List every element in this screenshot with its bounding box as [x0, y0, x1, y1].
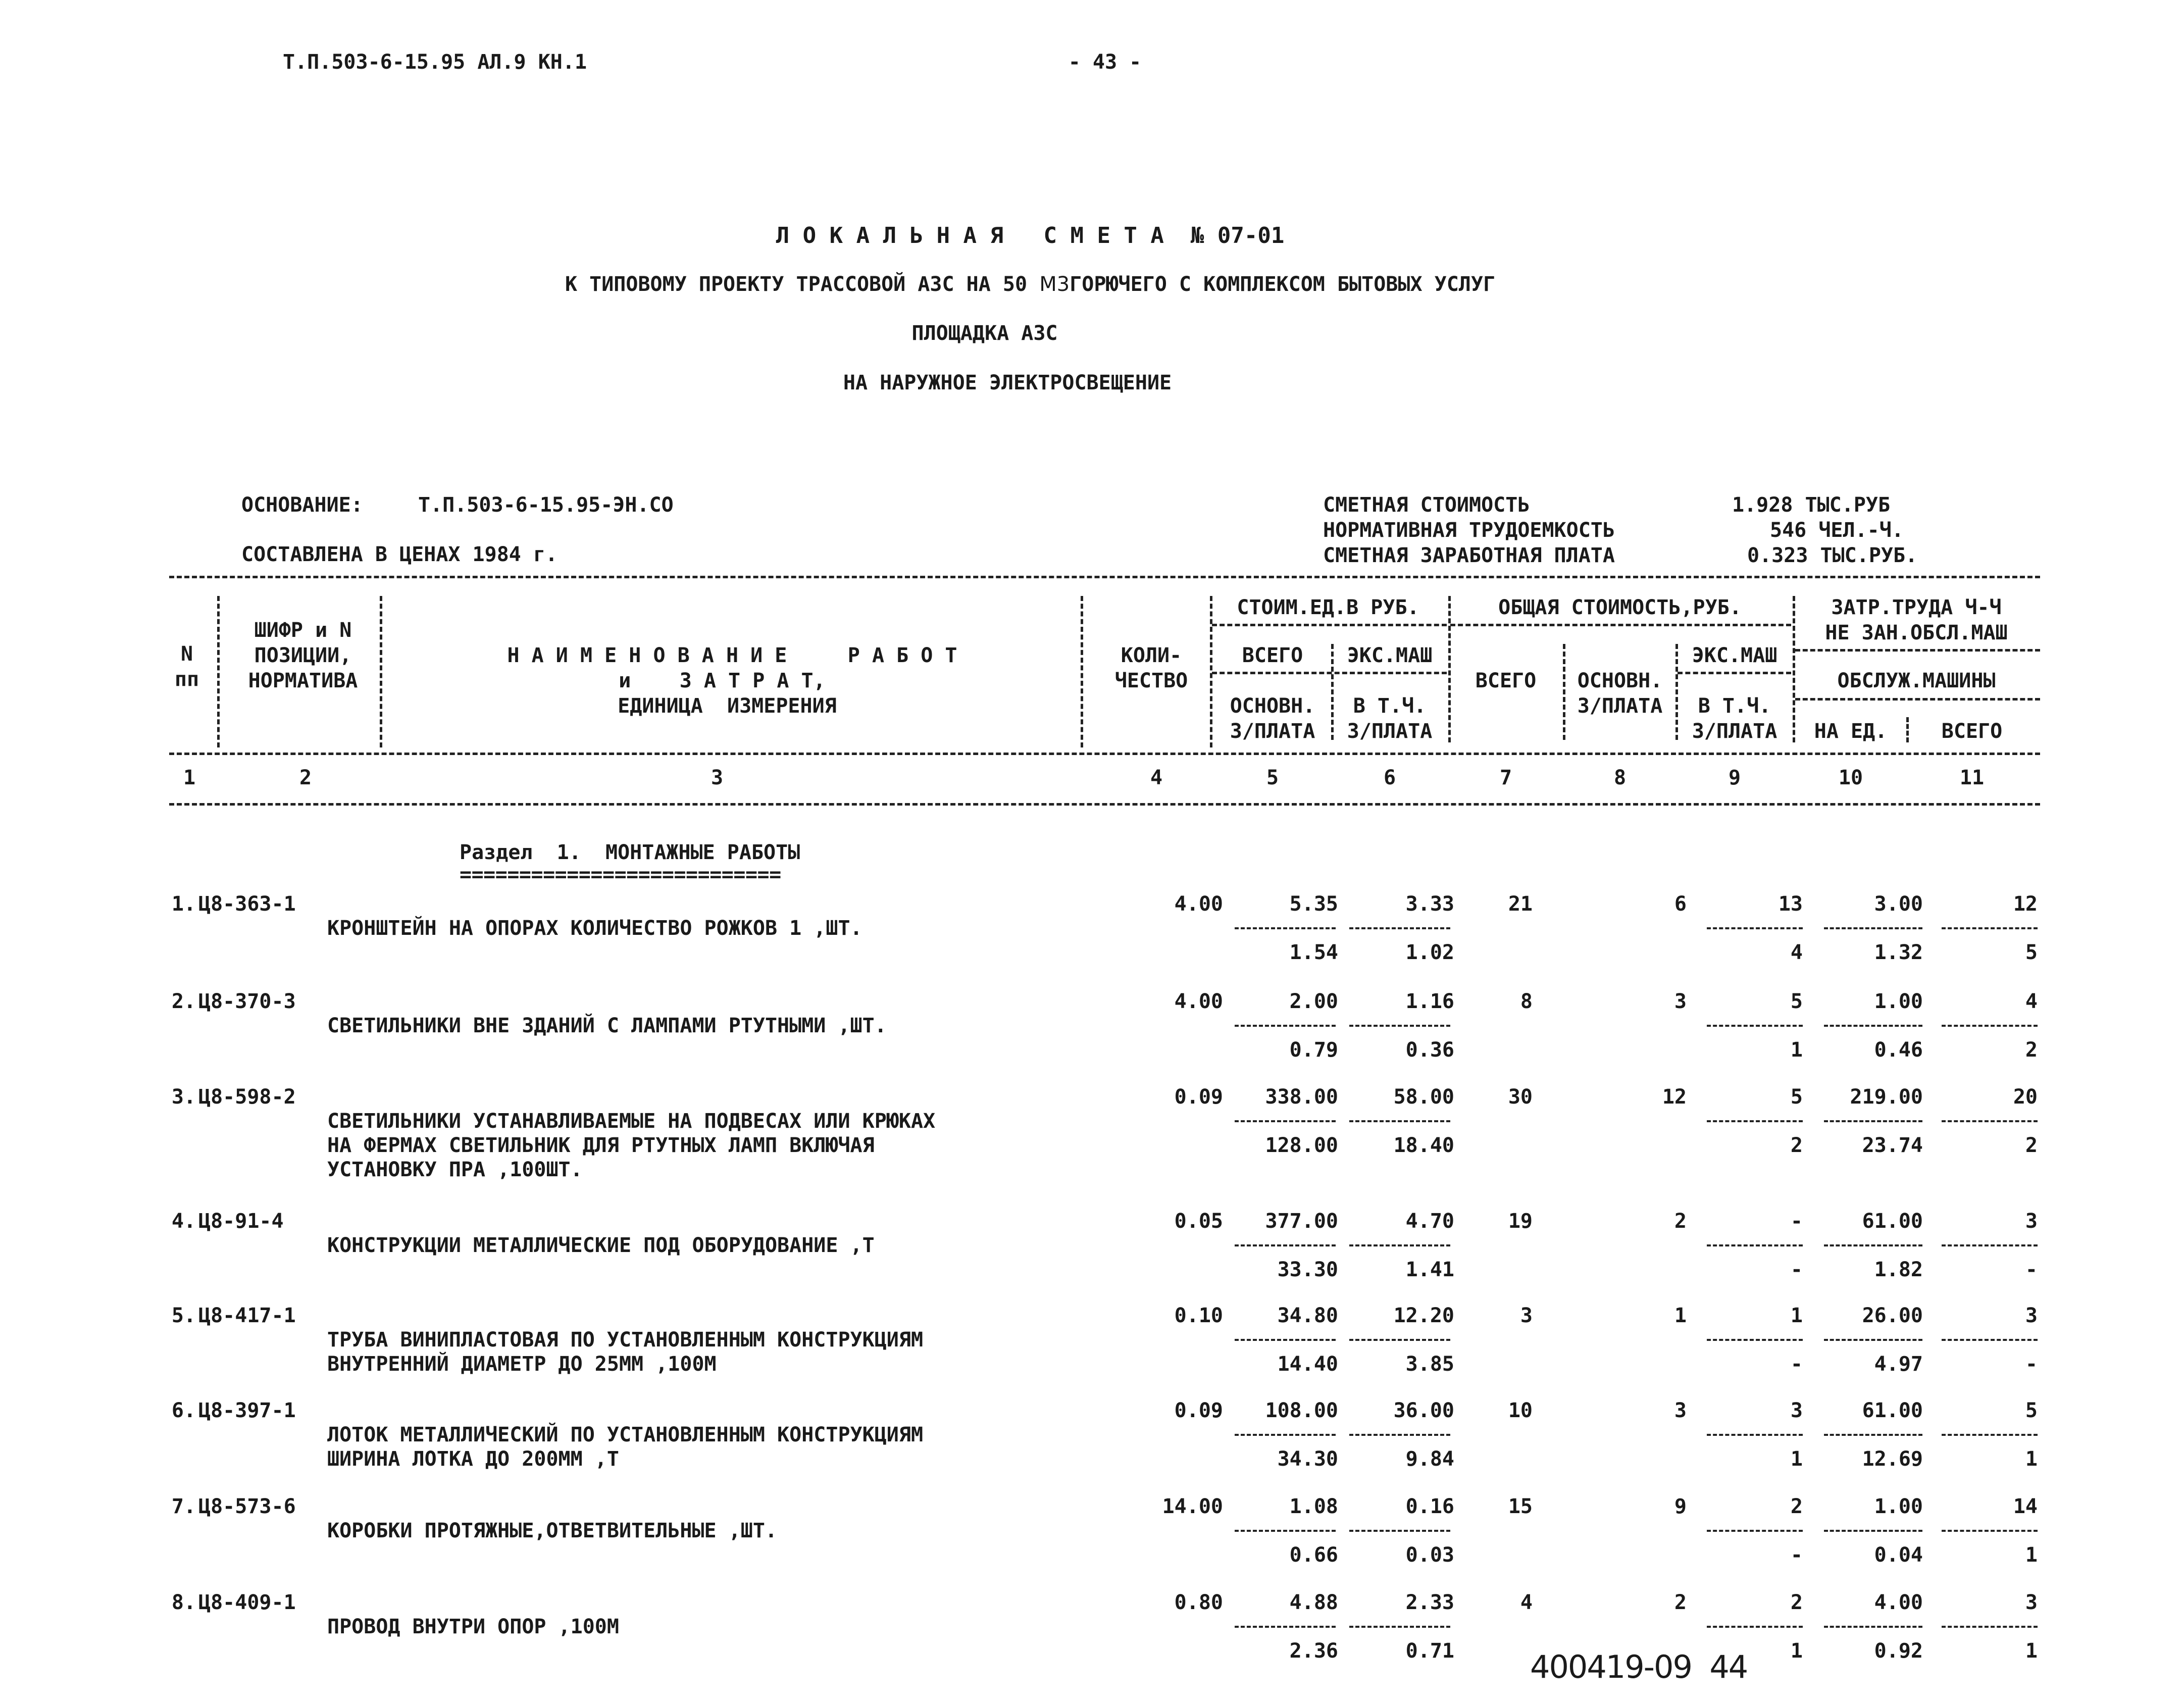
row-total-base: 12 [1662, 1085, 1687, 1109]
row-total-base: 2 [1674, 1210, 1687, 1233]
row-total-machine-wage: 1 [1790, 1038, 1803, 1062]
row-code: Ц8-91-4 [198, 1210, 284, 1233]
row-total-base: 3 [1674, 1399, 1687, 1422]
column-number: 8 [1613, 766, 1627, 789]
row-name: НА ФЕРМАХ СВЕТИЛЬНИК ДЛЯ РТУТНЫХ ЛАМП ВКЛЮЧАЯ [327, 1134, 875, 1157]
row-labor-machine-total: - [2025, 1258, 2038, 1281]
row-labor-per-unit: 1.00 [1874, 990, 1923, 1013]
header-unit-machine: ЭКС.МАШ [1347, 644, 1433, 667]
header-labor-machine: ОБСЛУЖ.МАШИНЫ [1837, 669, 1996, 692]
row-total-base: 1 [1674, 1304, 1687, 1327]
cell-divider [1824, 1434, 1922, 1436]
row-unit-wage: 2.36 [1289, 1639, 1338, 1663]
cell-divider [1824, 1025, 1922, 1027]
row-unit-machine-wage: 0.03 [1405, 1543, 1454, 1567]
row-total-machine-wage: 2 [1790, 1134, 1803, 1157]
column-number: 3 [710, 766, 724, 789]
cell-divider [1707, 1120, 1803, 1122]
row-labor-total: 12 [2013, 892, 2038, 916]
header-code: ПОЗИЦИИ, [254, 644, 352, 667]
row-total: 15 [1508, 1495, 1533, 1518]
row-total: 10 [1508, 1399, 1533, 1422]
cell-divider [1707, 1434, 1803, 1436]
cell-divider [1707, 1530, 1803, 1532]
row-total-machine: 13 [1778, 892, 1803, 916]
header-qty: КОЛИ- [1121, 644, 1182, 667]
cell-divider [1942, 1339, 2038, 1341]
header-rule [1212, 672, 1447, 674]
cell-divider [1235, 1339, 1336, 1341]
row-labor-total: 3 [2025, 1210, 2038, 1233]
row-total-machine-wage: 4 [1790, 941, 1803, 964]
col-separator [217, 596, 220, 747]
row-code: Ц8-417-1 [198, 1304, 296, 1327]
col-separator [1675, 644, 1678, 740]
row-labor-machine-total: 2 [2025, 1038, 2038, 1062]
col-separator [1793, 596, 1795, 742]
row-total-machine-wage: - [1790, 1258, 1803, 1281]
row-unit-machine-wage: 1.41 [1405, 1258, 1454, 1281]
header-code: НОРМАТИВА [248, 669, 358, 692]
row-unit-machine: 3.33 [1405, 892, 1454, 916]
row-number: 4. [171, 1210, 196, 1233]
header-rule [1212, 624, 1447, 626]
row-unit-wage: 14.40 [1277, 1353, 1338, 1376]
wage-value: 0.323 ТЫС.РУБ. [1747, 544, 1918, 567]
header-rule [1450, 624, 1791, 626]
row-labor-per-unit: 4.00 [1874, 1591, 1923, 1614]
row-labor-machine-total: 5 [2025, 941, 2038, 964]
header-total-wage2: З/ПЛАТА [1692, 720, 1777, 743]
labor-label: НОРМАТИВНАЯ ТРУДОЕМКОСТЬ [1323, 519, 1615, 542]
row-labor-per-unit: 61.00 [1862, 1210, 1923, 1233]
labor-value: 546 ЧЕЛ.-Ч. [1770, 519, 1904, 542]
cell-divider [1942, 1025, 2038, 1027]
row-labor-machine-total: 1 [2025, 1543, 2038, 1567]
column-number: 11 [1959, 766, 1985, 789]
row-name: СВЕТИЛЬНИКИ УСТАНАВЛИВАЕМЫЕ НА ПОДВЕСАХ ИЛИ КРЮКАХ [327, 1110, 936, 1133]
column-number: 4 [1150, 766, 1163, 789]
header-rule [1795, 698, 2040, 701]
row-total-machine: 2 [1790, 1591, 1803, 1614]
row-total-base: 2 [1674, 1591, 1687, 1614]
column-number: 10 [1838, 766, 1863, 789]
cell-divider [1707, 1626, 1803, 1628]
cell-divider [1707, 1025, 1803, 1027]
prices-note: СОСТАВЛЕНА В ЦЕНАХ 1984 г. [241, 543, 558, 566]
row-labor-machine-total: 2 [2025, 1134, 2038, 1157]
row-code: Ц8-397-1 [198, 1399, 296, 1422]
header-total-cost: ОБЩАЯ СТОИМОСТЬ,РУБ. [1498, 596, 1742, 619]
header-labor: ЗАТР.ТРУДА Ч-Ч [1831, 596, 2002, 619]
row-unit-machine-wage: 18.40 [1393, 1134, 1454, 1157]
header-unit-cost: СТОИМ.ЕД.В РУБ. [1237, 596, 1419, 619]
header-labor-per-unit: НА ЕД. [1814, 720, 1888, 743]
row-unit-total: 377.00 [1265, 1210, 1338, 1233]
row-total: 4 [1520, 1591, 1533, 1614]
row-total-machine: 5 [1790, 1085, 1803, 1109]
column-number: 1 [183, 766, 196, 789]
cell-divider [1235, 1626, 1336, 1628]
column-number: 5 [1266, 766, 1279, 789]
cell-divider [1824, 1530, 1922, 1532]
row-total-base: 3 [1674, 990, 1687, 1013]
row-labor-total: 3 [2025, 1304, 2038, 1327]
row-unit-wage: 128.00 [1265, 1134, 1338, 1157]
row-total-machine: 1 [1790, 1304, 1803, 1327]
row-total: 30 [1508, 1085, 1533, 1109]
cell-divider [1349, 1025, 1450, 1027]
cell-divider [1707, 1339, 1803, 1341]
row-labor-per-unit: 26.00 [1862, 1304, 1923, 1327]
row-labor-machine-total: 1 [2025, 1639, 2038, 1663]
row-labor-machine-per-unit: 23.74 [1862, 1134, 1923, 1157]
col-separator [1331, 644, 1334, 740]
cell-divider [1235, 1244, 1336, 1246]
cell-divider [1235, 1120, 1336, 1122]
cell-divider [1349, 1244, 1450, 1246]
site-name: ПЛОЩАДКА АЗС [911, 322, 1058, 345]
cell-divider [1349, 1626, 1450, 1628]
doc-reference: Т.П.503-6-15.95 АЛ.9 КН.1 [283, 51, 587, 74]
row-labor-total: 20 [2013, 1085, 2038, 1109]
row-labor-machine-per-unit: 1.32 [1874, 941, 1923, 964]
document-title: Л О К А Л Ь Н А Я С М Е Т А № 07-01 [776, 223, 1285, 248]
row-number: 1. [171, 892, 196, 916]
row-total-machine-wage: - [1790, 1353, 1803, 1376]
row-labor-total: 4 [2025, 990, 2038, 1013]
row-total-base: 6 [1674, 892, 1687, 916]
header-total-machine: ЭКС.МАШ [1692, 644, 1777, 667]
row-number: 5. [171, 1304, 196, 1327]
cell-divider [1235, 1025, 1336, 1027]
basis-value: Т.П.503-6-15.95-ЭН.СО [418, 493, 674, 517]
header-top-rule [169, 576, 2040, 578]
column-number: 2 [299, 766, 312, 789]
header-num: N [180, 642, 193, 666]
col-separator [1081, 596, 1083, 747]
column-number: 7 [1499, 766, 1512, 789]
row-total: 8 [1520, 990, 1533, 1013]
row-unit-machine: 12.20 [1393, 1304, 1454, 1327]
row-total-machine-wage: 1 [1790, 1639, 1803, 1663]
row-number: 7. [171, 1495, 196, 1518]
subtitle-part-1: К ТИПОВОМУ ПРОЕКТУ ТРАССОВОЙ АЗС НА 50 [565, 273, 1028, 296]
cell-divider [1349, 1434, 1450, 1436]
cell-divider [1349, 927, 1450, 929]
header-unit-base: ОСНОВН. [1230, 694, 1315, 718]
header-unit-total: ВСЕГО [1242, 644, 1303, 667]
row-unit-machine: 2.33 [1405, 1591, 1454, 1614]
row-unit-wage: 33.30 [1277, 1258, 1338, 1281]
row-unit-machine: 0.16 [1405, 1495, 1454, 1518]
row-name: СВЕТИЛЬНИКИ ВНЕ ЗДАНИЙ С ЛАМПАМИ РТУТНЫМИ ,ШТ. [327, 1014, 887, 1037]
row-labor-per-unit: 1.00 [1874, 1495, 1923, 1518]
header-name: и З А Т Р А Т, [619, 669, 826, 692]
row-quantity: 14.00 [1162, 1495, 1223, 1518]
row-unit-wage: 1.54 [1289, 941, 1338, 964]
row-total-machine: 2 [1790, 1495, 1803, 1518]
row-unit-total: 4.88 [1289, 1591, 1338, 1614]
row-quantity: 4.00 [1174, 892, 1223, 916]
cell-divider [1349, 1530, 1450, 1532]
row-unit-machine-wage: 3.85 [1405, 1353, 1454, 1376]
cell-divider [1942, 1530, 2038, 1532]
row-total-machine: 3 [1790, 1399, 1803, 1422]
wage-label: СМЕТНАЯ ЗАРАБОТНАЯ ПЛАТА [1323, 544, 1615, 567]
row-number: 6. [171, 1399, 196, 1422]
column-number: 9 [1728, 766, 1741, 789]
header-qty: ЧЕСТВО [1114, 669, 1188, 692]
section-title: Раздел 1. МОНТАЖНЫЕ РАБОТЫ [460, 841, 800, 864]
column-number: 6 [1383, 766, 1396, 789]
row-quantity: 4.00 [1174, 990, 1223, 1013]
row-unit-total: 108.00 [1265, 1399, 1338, 1422]
header-rule [1678, 672, 1791, 674]
row-code: Ц8-598-2 [198, 1085, 296, 1109]
row-unit-machine: 4.70 [1405, 1210, 1454, 1233]
row-total-machine-wage: - [1790, 1543, 1803, 1567]
row-unit-machine: 1.16 [1405, 990, 1454, 1013]
row-code: Ц8-370-3 [198, 990, 296, 1013]
row-name: ПРОВОД ВНУТРИ ОПОР ,100М [327, 1615, 619, 1638]
row-number: 8. [171, 1591, 196, 1614]
row-total: 21 [1508, 892, 1533, 916]
cell-divider [1942, 1120, 2038, 1122]
cell-divider [1235, 1530, 1336, 1532]
row-total-machine-wage: 1 [1790, 1447, 1803, 1471]
row-unit-machine-wage: 1.02 [1405, 941, 1454, 964]
col-separator [1563, 644, 1565, 740]
row-unit-machine: 36.00 [1393, 1399, 1454, 1422]
cell-divider [1824, 1339, 1922, 1341]
header-labor-total: ВСЕГО [1941, 720, 2003, 743]
row-code: Ц8-573-6 [198, 1495, 296, 1518]
header-mid-rule [169, 753, 2040, 755]
header-total-all: ВСЕГО [1475, 669, 1537, 692]
row-labor-machine-per-unit: 0.92 [1874, 1639, 1923, 1663]
row-quantity: 0.09 [1174, 1399, 1223, 1422]
row-unit-wage: 34.30 [1277, 1447, 1338, 1471]
row-total-base: 9 [1674, 1495, 1687, 1518]
row-total: 3 [1520, 1304, 1533, 1327]
cell-divider [1824, 1120, 1922, 1122]
header-total-wage: З/ПЛАТА [1577, 694, 1663, 718]
row-quantity: 0.05 [1174, 1210, 1223, 1233]
cell-divider [1942, 927, 2038, 929]
row-labor-machine-per-unit: 1.82 [1874, 1258, 1923, 1281]
row-unit-wage: 0.66 [1289, 1543, 1338, 1567]
header-name: ЕДИНИЦА ИЗМЕРЕНИЯ [618, 694, 837, 718]
cost-label: СМЕТНАЯ СТОИМОСТЬ [1323, 493, 1530, 517]
cell-divider [1235, 1434, 1336, 1436]
row-name: УСТАНОВКУ ПРА ,100ШТ. [327, 1158, 583, 1181]
row-name: КРОНШТЕЙН НА ОПОРАХ КОЛИЧЕСТВО РОЖКОВ 1 ,ШТ. [327, 917, 862, 940]
cell-divider [1942, 1244, 2038, 1246]
cell-divider [1824, 1626, 1922, 1628]
row-labor-machine-total: 1 [2025, 1447, 2038, 1471]
row-labor-machine-per-unit: 4.97 [1874, 1353, 1923, 1376]
row-total-machine: - [1790, 1210, 1803, 1233]
cell-divider [1942, 1434, 2038, 1436]
header-rule [1795, 649, 2040, 652]
handwritten-note: 400419-09 44 [1530, 1648, 1748, 1685]
page-number: - 43 - [1068, 51, 1142, 74]
row-name: КОНСТРУКЦИИ МЕТАЛЛИЧЕСКИЕ ПОД ОБОРУДОВАНИЕ ,Т [327, 1234, 875, 1257]
header-name: Н А И М Е Н О В А Н И Е Р А Б О Т [507, 644, 957, 667]
row-code: Ц8-363-1 [198, 892, 296, 916]
header-labor-sub: НЕ ЗАН.ОБСЛ.МАШ [1825, 621, 2008, 644]
work-type: НА НАРУЖНОЕ ЭЛЕКТРОСВЕЩЕНИЕ [843, 371, 1172, 394]
header-total-incl: В Т.Ч. [1698, 694, 1771, 718]
cell-divider [1707, 927, 1803, 929]
row-labor-machine-total: - [2025, 1353, 2038, 1376]
cell-divider [1349, 1339, 1450, 1341]
row-number: 3. [171, 1085, 196, 1109]
row-unit-total: 2.00 [1289, 990, 1338, 1013]
col-separator [1448, 596, 1451, 742]
row-name: ВНУТРЕННИЙ ДИАМЕТР ДО 25ММ ,100М [327, 1353, 717, 1376]
row-labor-per-unit: 3.00 [1874, 892, 1923, 916]
section-underline: =========================== [460, 863, 781, 886]
document-subtitle [565, 274, 1495, 294]
cost-value: 1.928 ТЫС.РУБ [1732, 493, 1891, 517]
subtitle-part-2: ГОРЮЧЕГО С КОМПЛЕКСОМ БЫТОВЫХ УСЛУГ [1070, 273, 1496, 296]
header-total-base: ОСНОВН. [1577, 669, 1663, 692]
row-total-machine: 5 [1790, 990, 1803, 1013]
cell-divider [1235, 927, 1336, 929]
row-total: 19 [1508, 1210, 1533, 1233]
header-num: пп [174, 668, 199, 691]
row-labor-machine-per-unit: 0.46 [1874, 1038, 1923, 1062]
row-labor-machine-per-unit: 0.04 [1874, 1543, 1923, 1567]
header-unit-wage: З/ПЛАТА [1230, 720, 1315, 743]
row-labor-machine-per-unit: 12.69 [1862, 1447, 1923, 1471]
row-labor-per-unit: 61.00 [1862, 1399, 1923, 1422]
header-bottom-rule [169, 803, 2040, 806]
row-quantity: 0.09 [1174, 1085, 1223, 1109]
row-labor-total: 5 [2025, 1399, 2038, 1422]
row-name: ЛОТОК МЕТАЛЛИЧЕСКИЙ ПО УСТАНОВЛЕННЫМ КОНСТРУКЦИЯМ [327, 1423, 924, 1446]
row-name: ШИРИНА ЛОТКА ДО 200ММ ,Т [327, 1447, 619, 1471]
cell-divider [1707, 1244, 1803, 1246]
row-unit-total: 34.80 [1277, 1304, 1338, 1327]
cell-divider [1942, 1626, 2038, 1628]
row-labor-total: 3 [2025, 1591, 2038, 1614]
cell-divider [1824, 927, 1922, 929]
row-unit-total: 5.35 [1289, 892, 1338, 916]
header-code: ШИФР и N [254, 619, 352, 642]
row-unit-machine-wage: 9.84 [1405, 1447, 1454, 1471]
row-code: Ц8-409-1 [198, 1591, 296, 1614]
header-unit-incl: В Т.Ч. [1353, 694, 1427, 718]
row-unit-machine: 58.00 [1393, 1085, 1454, 1109]
row-unit-machine-wage: 0.71 [1405, 1639, 1454, 1663]
row-labor-per-unit: 219.00 [1850, 1085, 1923, 1109]
volume-unit: М3 [1039, 273, 1070, 296]
row-unit-wage: 0.79 [1289, 1038, 1338, 1062]
row-name: ТРУБА ВИНИПЛАСТОВАЯ ПО УСТАНОВЛЕННЫМ КОНСТРУКЦИЯМ [327, 1328, 924, 1352]
row-quantity: 0.10 [1174, 1304, 1223, 1327]
row-labor-total: 14 [2013, 1495, 2038, 1518]
col-separator [380, 596, 382, 747]
cell-divider [1349, 1120, 1450, 1122]
row-unit-total: 1.08 [1289, 1495, 1338, 1518]
row-name: КОРОБКИ ПРОТЯЖНЫЕ,ОТВЕТВИТЕЛЬНЫЕ ,ШТ. [327, 1519, 778, 1542]
row-unit-machine-wage: 0.36 [1405, 1038, 1454, 1062]
col-separator [1906, 717, 1909, 742]
basis-label: ОСНОВАНИЕ: [241, 493, 363, 517]
cell-divider [1824, 1244, 1922, 1246]
row-unit-total: 338.00 [1265, 1085, 1338, 1109]
row-number: 2. [171, 990, 196, 1013]
row-quantity: 0.80 [1174, 1591, 1223, 1614]
header-unit-wage2: З/ПЛАТА [1347, 720, 1433, 743]
